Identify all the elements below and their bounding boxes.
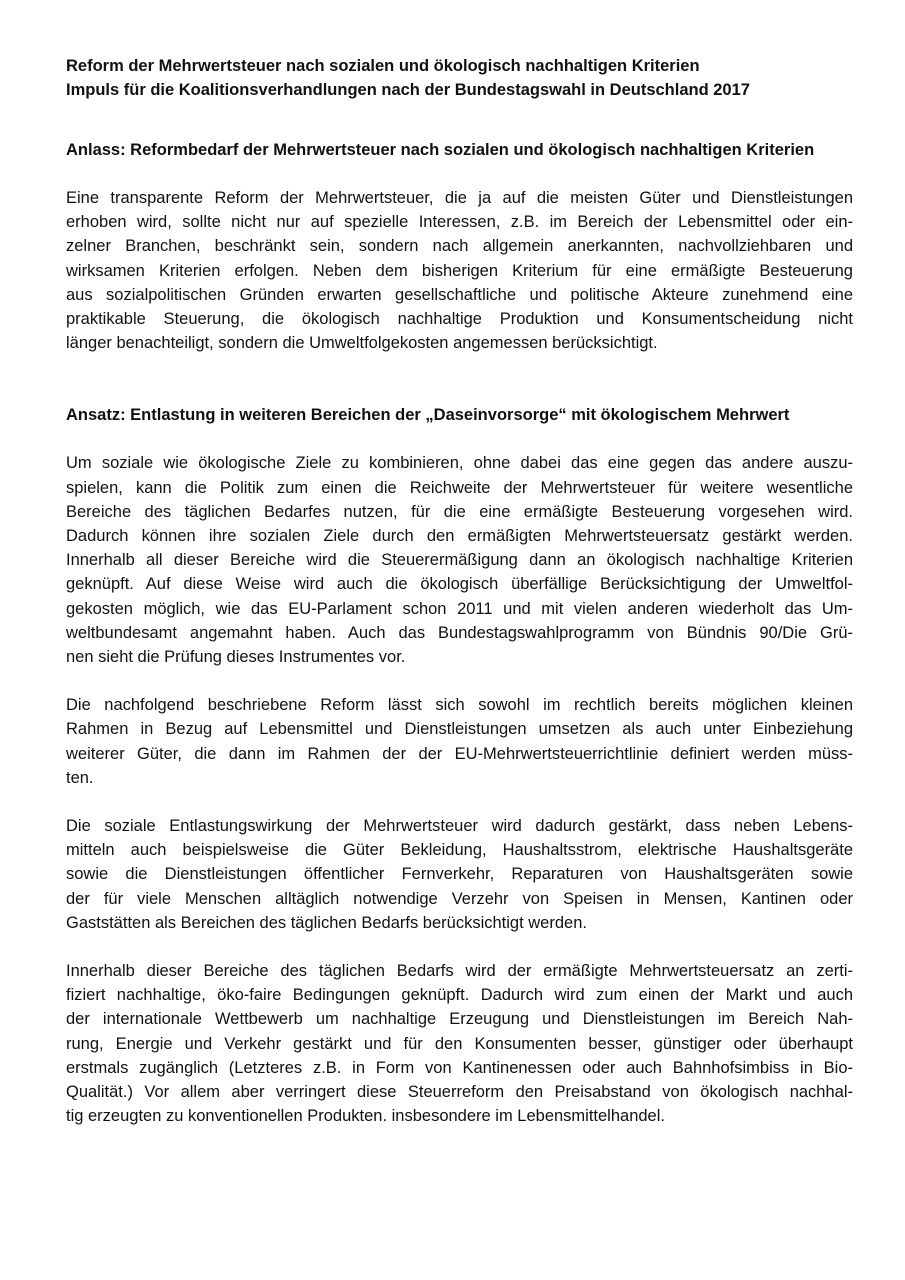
title-line-2: Impuls für die Koalitionsverhandlungen nach der Bundestagswahl in Deutschland 2017 <box>66 81 750 99</box>
paragraph <box>66 959 853 1128</box>
text-line: erhoben wird, sollte nicht nur auf spezielle Interessen, z.B. im Bereich der Lebensmittel oder ein- <box>66 213 853 232</box>
paragraph <box>66 814 853 935</box>
text-line: der internationale Wettbewerb um nachhaltige Erzeugung und Dienstleistungen im Bereich Nah- <box>66 1010 853 1029</box>
text-line: Dadurch können ihre sozialen Ziele durch den ermäßigten Mehrwertsteuersatz gestärkt werden. <box>66 527 853 546</box>
text-line: weiterer Güter, die dann im Rahmen der der EU-Mehrwertsteuerrichtlinie definiert werden müss- <box>66 744 853 763</box>
text-line: zelner Branchen, beschränkt sein, sondern nach allgemein anerkannten, nachvollziehbaren und <box>66 237 853 256</box>
text-line: länger benachteiligt, sondern die Umweltfolgekosten angemessen berücksichtigt. <box>66 334 658 353</box>
text-line: erstmals zugänglich (Letzteres z.B. in Form von Kantinenessen oder auch Bahnhofsimbiss in Bio- <box>66 1058 853 1077</box>
section-heading: Ansatz: Entlastung in weiteren Bereichen der „Daseinvorsorge“ mit ökologischem Mehrwert <box>66 406 790 425</box>
text-line: tig erzeugten zu konventionellen Produkten. insbesondere im Lebensmittelhandel. <box>66 1107 665 1126</box>
paragraph <box>66 186 853 355</box>
text-line: mitteln auch beispielsweise die Güter Bekleidung, Haushaltsstrom, elektrische Haushaltsgeräte <box>66 841 853 860</box>
text-line: Qualität.) Vor allem aber verringert diese Steuerreform den Preisabstand von ökologisch nachhal- <box>66 1083 853 1102</box>
document-title <box>66 54 853 102</box>
text-line: der für viele Menschen alltäglich notwendige Verzehr von Speisen in Mensen, Kantinen oder <box>66 889 853 908</box>
text-line: Bereiche des täglichen Bedarfes nutzen, für die eine ermäßigte Besteuerung vorgesehen wird. <box>66 502 853 521</box>
document-page <box>66 54 853 1129</box>
text-line: Eine transparente Reform der Mehrwertsteuer, die ja auf die meisten Güter und Dienstleistungen <box>66 189 853 207</box>
text-line: Innerhalb all dieser Bereiche wird die Steuerermäßigung dann an ökologisch nachhaltige Kriterien <box>66 551 853 570</box>
text-line: Rahmen in Bezug auf Lebensmittel und Dienstleistungen umsetzen als auch unter Einbeziehung <box>66 720 853 739</box>
text-line: ten. <box>66 768 94 787</box>
text-line: Innerhalb dieser Bereiche des täglichen Bedarfs wird der ermäßigte Mehrwertsteuersatz an zerti- <box>66 962 853 981</box>
text-line: praktikable Steuerung, die ökologisch nachhaltige Produktion und Konsumentscheidung nicht <box>66 310 853 329</box>
title-line-1: Reform der Mehrwertsteuer nach sozialen und ökologisch nachhaltigen Kriterien <box>66 57 700 75</box>
text-line: fiziert nachhaltige, öko-faire Bedingungen geknüpft. Dadurch wird zum einen der Markt und auch <box>66 986 853 1005</box>
text-line: Die soziale Entlastungswirkung der Mehrwertsteuer wird dadurch gestärkt, dass neben Lebens- <box>66 817 853 836</box>
text-line: nen sieht die Prüfung dieses Instrumentes vor. <box>66 648 406 667</box>
text-line: rung, Energie und Verkehr gestärkt und für den Konsumenten besser, günstiger oder überhaupt <box>66 1034 853 1053</box>
text-line: Gaststätten als Bereichen des täglichen Bedarfs berücksichtigt werden. <box>66 913 587 932</box>
text-line: Die nachfolgend beschriebene Reform lässt sich sowohl im rechtlich bereits möglichen kleinen <box>66 696 853 715</box>
text-line: aus sozialpolitischen Gründen erwarten gesellschaftliche und politische Akteure zunehmend eine <box>66 285 853 304</box>
text-line: spielen, kann die Politik zum einen die Reichweite der Mehrwertsteuer für weitere wesentliche <box>66 478 853 497</box>
text-line: gekosten möglich, wie das EU-Parlament schon 2011 und mit vielen anderen wiederholt das Um- <box>66 599 853 618</box>
text-line: wirksamen Kriterien erfolgen. Neben dem bisherigen Kriterium für eine ermäßigte Besteuerung <box>66 261 853 280</box>
section-heading: Anlass: Reformbedarf der Mehrwertsteuer nach sozialen und ökologisch nachhaltigen Kriterien <box>66 141 815 159</box>
text-line: sowie die Dienstleistungen öffentlicher Fernverkehr, Reparaturen von Haushaltsgeräten sowie <box>66 865 853 884</box>
paragraph <box>66 451 853 669</box>
text-line: Um soziale wie ökologische Ziele zu kombinieren, ohne dabei das eine gegen das andere auszu- <box>66 454 853 473</box>
text-line: weltbundesamt angemahnt haben. Auch das Bundestagswahlprogramm von Bündnis 90/Die Grü- <box>66 623 853 642</box>
section-ansatz <box>66 403 853 1128</box>
section-anlass <box>66 138 853 355</box>
paragraph <box>66 693 853 790</box>
text-line: geknüpft. Auf diese Weise wird auch die ökologisch überfällige Berücksichtigung der Umweltfol- <box>66 575 853 594</box>
